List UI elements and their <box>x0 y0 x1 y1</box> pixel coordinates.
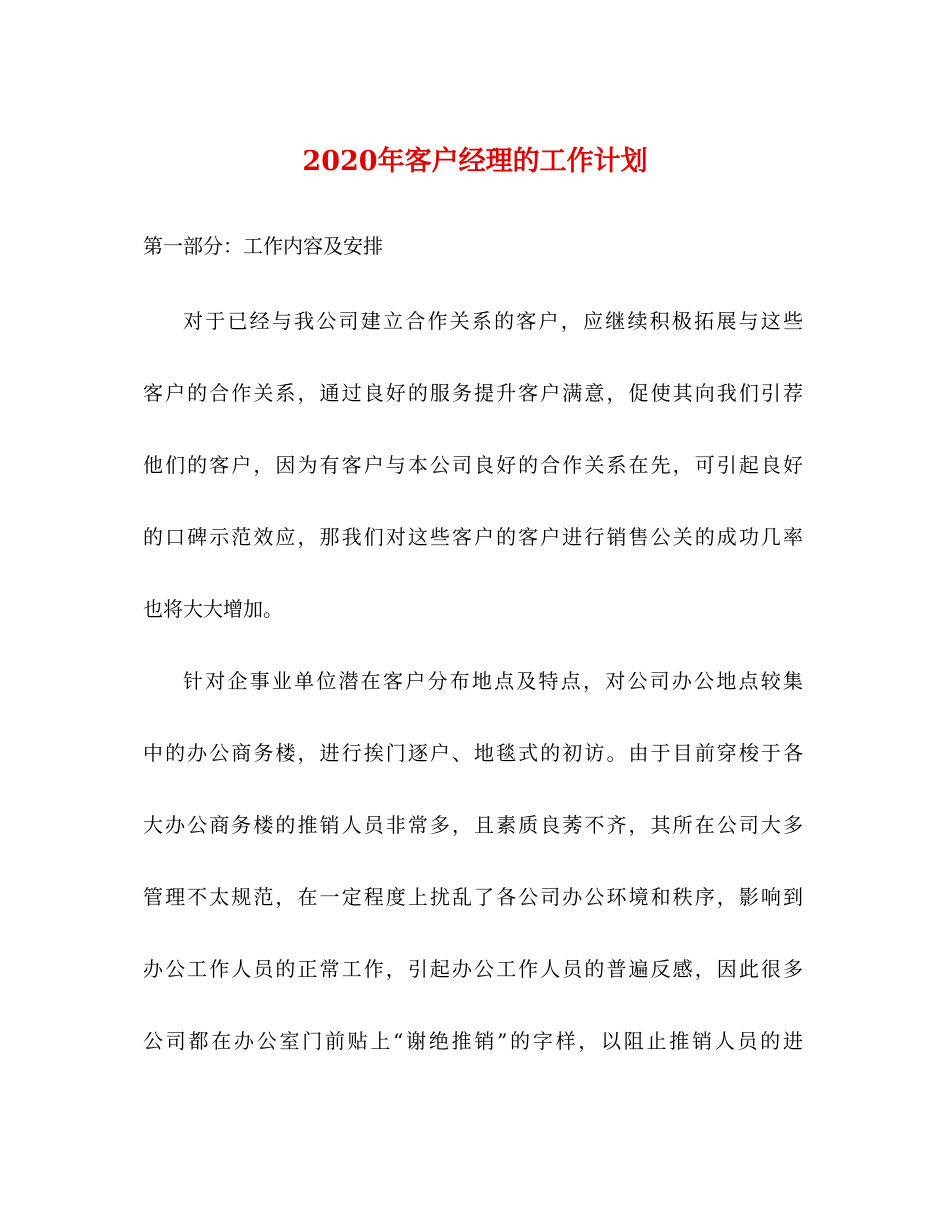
paragraph-line: 管理不太规范，在一定程度上扰乱了各公司办公环境和秩序，影响到 <box>143 885 803 909</box>
paragraph-line: 针对企事业单位潜在客户分布地点及特点，对公司办公地点较集 <box>183 669 803 693</box>
paragraph-line: 办公工作人员的正常工作，引起办公工作人员的普遍反感，因此很多 <box>143 957 803 981</box>
paragraph-line: 他们的客户，因为有客户与本公司良好的合作关系在先，可引起良好 <box>143 453 803 477</box>
paragraph-line: 对于已经与我公司建立合作关系的客户，应继续积极拓展与这些 <box>183 309 803 333</box>
paragraph-line: 中的办公商务楼，进行挨门逐户、地毯式的初访。由于目前穿梭于各 <box>143 741 803 765</box>
section-heading: 第一部分：工作内容及安排 <box>143 234 383 258</box>
paragraph-line: 公司都在办公室门前贴上“谢绝推销”的字样，以阻止推销人员的进 <box>143 1029 803 1053</box>
paragraph-line: 大办公商务楼的推销人员非常多，且素质良莠不齐，其所在公司大多 <box>143 813 803 837</box>
paragraph-line: 也将大大增加。 <box>143 597 283 621</box>
paragraph-2 <box>143 664 803 1096</box>
paragraph-line: 的口碑示范效应，那我们对这些客户的客户进行销售公关的成功几率 <box>143 525 803 549</box>
document-title: 2020年客户经理的工作计划 <box>302 146 648 177</box>
paragraph-line: 客户的合作关系，通过良好的服务提升客户满意，促使其向我们引荐 <box>143 381 803 405</box>
paragraph-1 <box>143 304 803 664</box>
